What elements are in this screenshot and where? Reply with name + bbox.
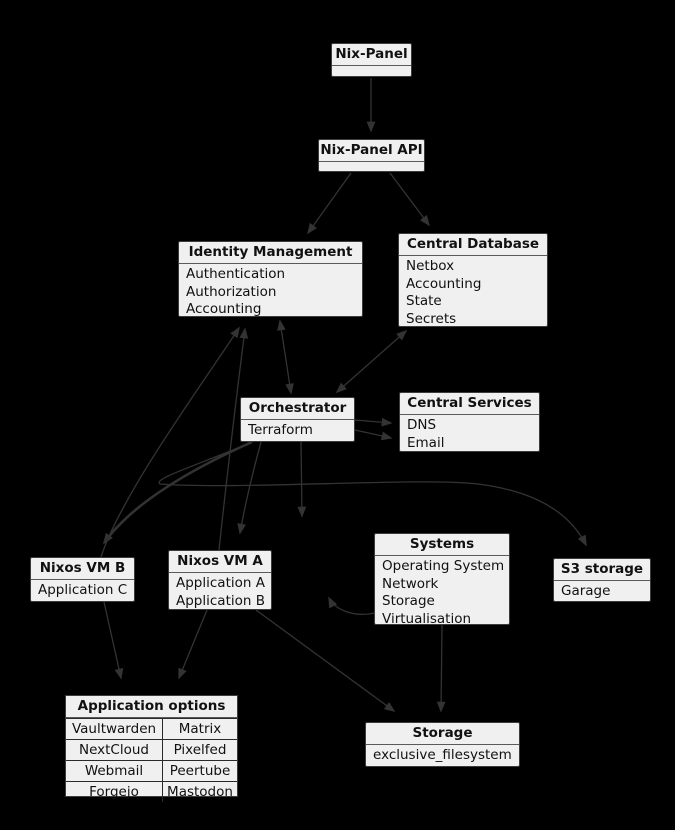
option-cell: Peertube (162, 760, 237, 781)
node-body (169, 573, 271, 612)
edge-orchestrator--s3-storage (159, 443, 586, 545)
node-storage (365, 722, 520, 767)
node-orchestrator (240, 397, 355, 442)
node-item: Application B (176, 592, 265, 609)
node-body (399, 256, 547, 330)
edge-nixos-vm-b--application-options (104, 602, 121, 678)
edge-central-database--orchestrator (337, 331, 406, 392)
node-item: Accounting (406, 275, 482, 292)
node-item: Network (382, 575, 439, 592)
node-item: Netbox (406, 258, 455, 274)
node-central-services (399, 392, 540, 452)
node-body (554, 581, 650, 603)
node-identity-management (178, 241, 363, 317)
option-cell: Webmail (66, 760, 162, 781)
node-title-systems: Systems (375, 534, 509, 556)
node-item: Virtualisation (382, 610, 472, 627)
node-item: Email (407, 434, 445, 451)
edge-orchestrator--central-services-email (355, 430, 391, 438)
edge-nix-panel-api--identity-management (308, 173, 351, 233)
option-cell: Matrix (162, 718, 237, 739)
edge-nixos-vm-a--application-options (179, 610, 207, 678)
node-body (332, 66, 411, 70)
node-item: Authorization (186, 283, 277, 300)
node-title-nixos-vm-a: Nixos VM A (169, 551, 271, 573)
node-title-nix-panel: Nix-Panel (332, 44, 411, 66)
edge-nixos-vm-a--storage (256, 610, 394, 711)
node-application-options (65, 695, 238, 800)
node-s3-storage (553, 558, 651, 602)
option-cell: Forgejo (66, 781, 162, 802)
option-cell: Pixelfed (162, 739, 237, 760)
node-title-s3-storage: S3 storage (554, 559, 650, 581)
option-cell: NextCloud (66, 739, 162, 760)
node-item: Terraform (248, 422, 313, 438)
edge-nix-panel-api--central-database (390, 173, 429, 225)
node-title-central-database: Central Database (399, 234, 547, 256)
edge-orchestrator--nixos-vm-a (240, 442, 261, 533)
node-item: exclusive_filesystem (373, 747, 512, 763)
node-body (375, 556, 509, 630)
node-item: Garage (561, 583, 611, 599)
node-item: Storage (382, 593, 435, 609)
node-title-central-services: Central Services (400, 393, 539, 415)
node-systems (374, 533, 510, 625)
node-title-storage: Storage (366, 723, 519, 745)
node-body (31, 580, 134, 602)
node-body (319, 162, 424, 166)
option-cell: Vaultwarden (66, 718, 162, 739)
node-body (366, 745, 519, 767)
node-item: Operating System (382, 558, 505, 574)
options-grid (66, 718, 237, 802)
node-nix-panel (331, 43, 412, 77)
node-title-nix-panel-api: Nix-Panel API (319, 140, 424, 162)
edge-orchestrator--central-services-dns (355, 420, 391, 423)
edge-systems--left (329, 598, 375, 614)
node-title-identity-management: Identity Management (179, 242, 362, 264)
node-item: DNS (407, 417, 437, 433)
edge-orchestrator--down (301, 442, 302, 516)
edge-identity-management--orchestrator (280, 321, 291, 393)
option-cell: Mastodon (162, 781, 237, 802)
node-title-application-options: Application options (66, 696, 237, 718)
node-nixos-vm-b (30, 557, 135, 602)
node-item: State (406, 293, 442, 309)
edge-systems--storage (441, 625, 442, 711)
node-nix-panel-api (318, 139, 425, 172)
node-item: Application C (38, 582, 128, 598)
node-central-database (398, 233, 548, 327)
node-item: Secrets (406, 310, 457, 327)
node-item: Accounting (186, 301, 262, 317)
node-body (179, 264, 362, 321)
node-body (241, 420, 354, 442)
node-title-nixos-vm-b: Nixos VM B (31, 558, 134, 580)
node-nixos-vm-a (168, 550, 272, 610)
node-title-orchestrator: Orchestrator (241, 398, 354, 420)
node-body (400, 415, 539, 454)
node-item: Authentication (186, 266, 286, 282)
node-item: Application A (176, 575, 265, 591)
